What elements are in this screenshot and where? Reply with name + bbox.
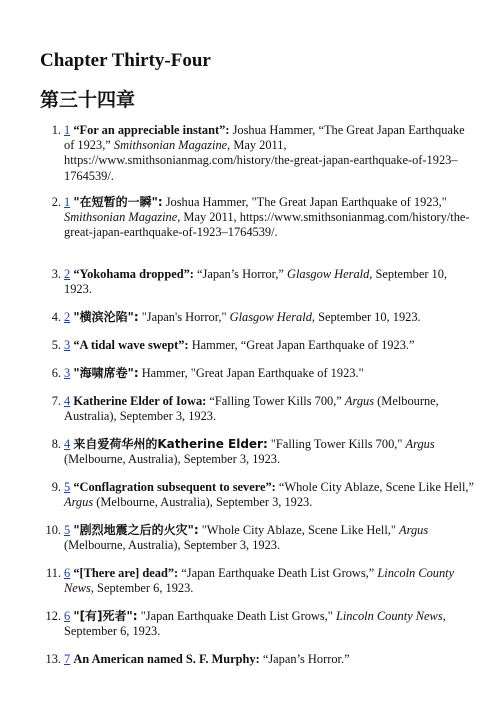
note-text: Hammer, "Great Japan Earthquake of 1923." <box>138 366 364 380</box>
note-lead: Katherine Elder of Iowa: <box>73 394 207 408</box>
note-text: “Japan Earthquake Death List Grows,” <box>178 566 378 580</box>
note-ref-link[interactable]: 7 <box>64 652 71 666</box>
note-source: Lincoln County News <box>335 609 443 623</box>
note-item <box>45 523 476 553</box>
note-text-end: (Melbourne, Australia), September 3, 1923. <box>64 538 281 553</box>
note-item <box>51 437 476 467</box>
note-text: “Japan’s Horror,” <box>193 267 288 281</box>
note-text: "Falling Tower Kills 700," <box>267 437 406 451</box>
note-number: 5. <box>51 338 61 352</box>
note-text: Hammer, “Great Japan Earthquake of 1923.” <box>188 338 415 352</box>
note-ref-link[interactable]: 5 <box>64 480 71 494</box>
note-lead: “A tidal wave swept”: <box>73 338 189 352</box>
note-text-end: (Melbourne, Australia), September 3, 1923. <box>64 452 281 467</box>
note-item <box>51 338 476 353</box>
note-lead: 来自爱荷华州的Katherine Elder: <box>73 437 268 451</box>
note-source: Glasgow Herald <box>229 310 312 324</box>
note-number: 10. <box>45 523 61 537</box>
note-text-end: (Melbourne, Australia), September 3, 1923. <box>93 495 313 510</box>
note-item <box>51 480 476 510</box>
note-number: 6. <box>51 366 61 380</box>
note-ref-link[interactable]: 2 <box>64 310 71 324</box>
note-source: Lincoln County News <box>64 566 455 596</box>
chapter-title-chinese: 第三十四章 <box>40 89 136 111</box>
note-text-end: , September 10, 1923. <box>64 267 448 297</box>
note-text-end: , May 2011, https://www.smithsonianmag.com/history/the-great-japan-earthquake-of-1923–1764539/. <box>64 138 458 183</box>
note-number: 9. <box>51 480 61 494</box>
note-source: Smithsonian Magazine <box>64 210 178 225</box>
note-lead: "剧烈地震之后的火灾": <box>73 523 199 537</box>
note-ref-link[interactable]: 5 <box>64 523 71 537</box>
note-text-end: , September 10, 1923. <box>311 310 421 324</box>
note-item <box>51 366 476 381</box>
chapter-title: Chapter Thirty-Four <box>40 50 211 71</box>
note-text: “Japan’s Horror.” <box>259 652 350 666</box>
note-text-end: , May 2011, https://www.smithsonianmag.com/history/the-great-japan-earthquake-of-1923–1764539/. <box>64 210 470 240</box>
note-number: 4. <box>51 310 61 324</box>
note-source: Argus <box>405 437 435 451</box>
note-item <box>45 652 476 667</box>
note-ref-link[interactable]: 1 <box>64 123 71 137</box>
note-number: 12. <box>45 609 61 623</box>
note-item <box>45 609 476 639</box>
note-text: "Japan's Horror," <box>138 310 230 324</box>
note-text: Joshua Hammer, "The Great Japan Earthquake of 1923," <box>162 195 447 209</box>
note-ref-link[interactable]: 1 <box>64 195 71 209</box>
note-number: 2. <box>51 195 61 209</box>
note-source: Argus <box>399 523 429 537</box>
note-ref-link[interactable]: 3 <box>64 366 71 380</box>
note-number: 13. <box>45 652 61 666</box>
note-lead: "横滨沦陷": <box>73 310 139 324</box>
note-text-end: , September 6, 1923. <box>90 581 194 596</box>
note-lead: "[有]死者": <box>73 609 138 623</box>
note-item <box>51 310 476 325</box>
note-number: 3. <box>51 267 61 281</box>
note-source: Argus <box>64 495 94 510</box>
note-item <box>45 566 476 596</box>
note-text: “Falling Tower Kills 700,” <box>206 394 345 408</box>
note-lead: An American named S. F. Murphy: <box>73 652 260 666</box>
note-ref-link[interactable]: 6 <box>64 566 71 580</box>
note-source: Glasgow Herald <box>287 267 370 281</box>
note-lead: “Conflagration subsequent to severe”: <box>73 480 276 494</box>
note-number: 1. <box>51 123 61 137</box>
note-ref-link[interactable]: 3 <box>64 338 71 352</box>
note-source: Argus <box>344 394 375 408</box>
note-lead: “[There are] dead”: <box>73 566 179 580</box>
note-text: "Japan Earthquake Death List Grows," <box>137 609 336 623</box>
note-ref-link[interactable]: 2 <box>64 267 71 281</box>
note-text: "Whole City Ablaze, Scene Like Hell," <box>198 523 400 537</box>
note-item <box>51 123 476 184</box>
note-lead: "海啸席卷": <box>73 366 139 380</box>
note-source: Smithsonian Magazine <box>113 138 228 153</box>
note-lead: "在短暂的一瞬": <box>73 195 163 209</box>
note-item <box>51 195 476 241</box>
note-text: Joshua Hammer, “The Great Japan Earthquake of 1923,” <box>64 123 465 153</box>
note-text-end: (Melbourne, Australia), September 3, 1923. <box>64 394 439 424</box>
note-item <box>51 394 476 424</box>
note-item <box>51 267 476 297</box>
note-lead: “Yokohama dropped”: <box>73 267 194 281</box>
note-text-end: , September 6, 1923. <box>64 609 446 639</box>
note-lead: “For an appreciable instant”: <box>73 123 230 137</box>
note-number: 11. <box>45 566 61 580</box>
note-text: “Whole City Ablaze, Scene Like Hell,” <box>275 480 474 494</box>
note-ref-link[interactable]: 4 <box>64 437 71 451</box>
note-number: 8. <box>51 437 61 451</box>
note-number: 7. <box>51 394 61 408</box>
note-ref-link[interactable]: 4 <box>64 394 71 408</box>
note-ref-link[interactable]: 6 <box>64 609 71 623</box>
